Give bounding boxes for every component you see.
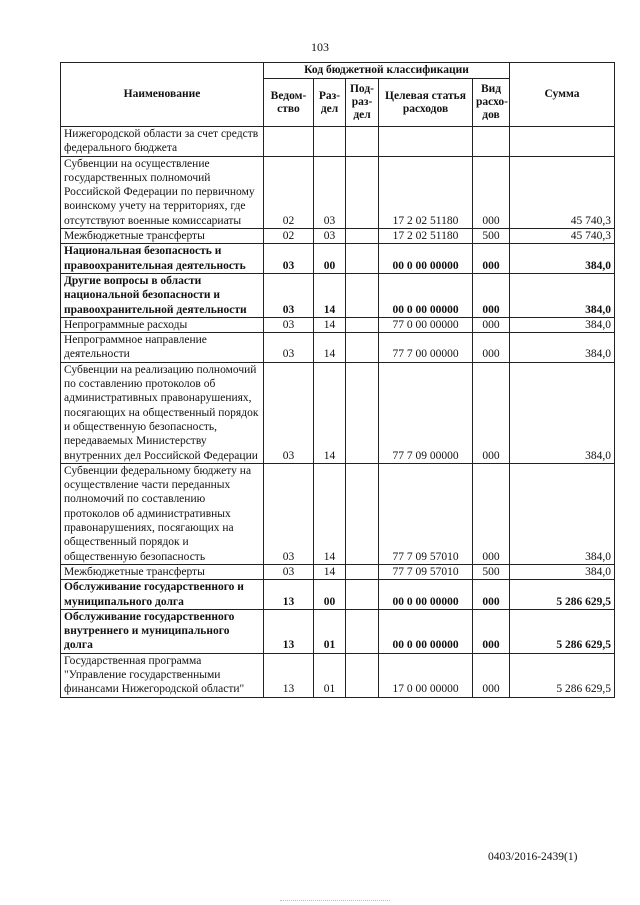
cell-sum: 384,0 [510, 317, 615, 332]
cell-ved: 03 [264, 317, 314, 332]
table-row [61, 317, 615, 332]
table-row [61, 362, 615, 463]
cell-name: Субвенции на осуществление государственных полномочий Российской Федерации по первичному воинскому учету на территориях, где отсутствуют военные комиссариаты [61, 156, 264, 228]
cell-ved: 03 [264, 564, 314, 579]
cell-name: Межбюджетные трансферты [61, 564, 264, 579]
scan-artifact-line [280, 900, 390, 902]
cell-cel: 17 0 00 00000 [379, 653, 473, 697]
cell-name: Нижегородской области за счет средств федерального бюджета [61, 127, 264, 157]
cell-ved: 13 [264, 609, 314, 653]
cell-ved: 13 [264, 580, 314, 610]
cell-razd: 01 [314, 653, 346, 697]
cell-vid: 000 [473, 653, 510, 697]
document-code: 0403/2016-2439(1) [488, 851, 578, 863]
cell-podr [346, 127, 379, 157]
cell-razd [314, 127, 346, 157]
cell-name: Межбюджетные трансферты [61, 229, 264, 244]
cell-vid [473, 127, 510, 157]
table-row [61, 333, 615, 363]
header-cel: Целевая статья расходов [379, 79, 473, 127]
cell-name: Субвенции на реализацию полномочий по составлению протоколов об административных правонарушениях, посягающих на общественный порядок и общественную безопасность, передаваемых Министерству внутренних дел Российской Федерации [61, 362, 264, 463]
cell-podr [346, 362, 379, 463]
cell-name: Государственная программа "Управление государственными финансами Нижегородской области" [61, 653, 264, 697]
cell-podr [346, 580, 379, 610]
header-podr: Под-раз-дел [346, 79, 379, 127]
cell-cel: 00 0 00 00000 [379, 244, 473, 274]
cell-cel: 00 0 00 00000 [379, 609, 473, 653]
header-classification-group: Код бюджетной классификации [264, 63, 510, 79]
budget-table [60, 62, 615, 698]
cell-sum [510, 127, 615, 157]
cell-cel [379, 127, 473, 157]
cell-cel: 77 7 09 57010 [379, 564, 473, 579]
cell-sum: 384,0 [510, 463, 615, 564]
cell-name: Другие вопросы в области национальной безопасности и правоохранительной деятельности [61, 273, 264, 317]
cell-ved: 13 [264, 653, 314, 697]
cell-sum: 5 286 629,5 [510, 580, 615, 610]
cell-name: Обслуживание государственного внутреннего и муниципального долга [61, 609, 264, 653]
cell-cel: 77 7 09 00000 [379, 362, 473, 463]
cell-sum: 384,0 [510, 564, 615, 579]
cell-cel: 77 7 09 57010 [379, 463, 473, 564]
header-vid: Вид расхо-дов [473, 79, 510, 127]
table-body [61, 127, 615, 698]
cell-razd: 14 [314, 564, 346, 579]
table-row [61, 229, 615, 244]
cell-name: Непрограммные расходы [61, 317, 264, 332]
cell-name: Непрограммное направление деятельности [61, 333, 264, 363]
cell-razd: 14 [314, 362, 346, 463]
cell-razd: 00 [314, 580, 346, 610]
cell-vid: 500 [473, 229, 510, 244]
cell-razd: 14 [314, 273, 346, 317]
table-row [61, 244, 615, 274]
cell-ved: 03 [264, 333, 314, 363]
cell-podr [346, 244, 379, 274]
cell-ved: 03 [264, 273, 314, 317]
table-row [61, 463, 615, 564]
cell-sum: 384,0 [510, 273, 615, 317]
cell-vid: 000 [473, 156, 510, 228]
cell-razd: 14 [314, 317, 346, 332]
cell-sum: 45 740,3 [510, 156, 615, 228]
cell-podr [346, 273, 379, 317]
table-row [61, 273, 615, 317]
header-razd: Раз-дел [314, 79, 346, 127]
table-row [61, 609, 615, 653]
cell-cel: 77 0 00 00000 [379, 317, 473, 332]
cell-cel: 17 2 02 51180 [379, 156, 473, 228]
cell-name: Национальная безопасность и правоохранительная деятельность [61, 244, 264, 274]
cell-vid: 500 [473, 564, 510, 579]
cell-razd: 03 [314, 229, 346, 244]
cell-vid: 000 [473, 463, 510, 564]
cell-sum: 5 286 629,5 [510, 653, 615, 697]
cell-name: Обслуживание государственного и муниципального долга [61, 580, 264, 610]
page-number: 103 [311, 40, 329, 54]
cell-ved: 03 [264, 244, 314, 274]
cell-cel: 77 7 00 00000 [379, 333, 473, 363]
cell-cel: 17 2 02 51180 [379, 229, 473, 244]
cell-sum: 384,0 [510, 244, 615, 274]
cell-vid: 000 [473, 580, 510, 610]
cell-ved: 02 [264, 229, 314, 244]
cell-razd: 14 [314, 333, 346, 363]
cell-ved: 03 [264, 463, 314, 564]
cell-cel: 00 0 00 00000 [379, 273, 473, 317]
cell-cel: 00 0 00 00000 [379, 580, 473, 610]
cell-vid: 000 [473, 333, 510, 363]
cell-sum: 5 286 629,5 [510, 609, 615, 653]
cell-sum: 384,0 [510, 362, 615, 463]
header-ved: Ведом-ство [264, 79, 314, 127]
cell-vid: 000 [473, 362, 510, 463]
cell-vid: 000 [473, 609, 510, 653]
cell-sum: 45 740,3 [510, 229, 615, 244]
cell-ved [264, 127, 314, 157]
cell-razd: 03 [314, 156, 346, 228]
table-row [61, 580, 615, 610]
header-name: Наименование [61, 63, 264, 127]
cell-podr [346, 317, 379, 332]
table-row [61, 156, 615, 228]
cell-ved: 02 [264, 156, 314, 228]
cell-razd: 01 [314, 609, 346, 653]
cell-podr [346, 156, 379, 228]
cell-ved: 03 [264, 362, 314, 463]
cell-podr [346, 653, 379, 697]
table-row [61, 653, 615, 697]
cell-podr [346, 229, 379, 244]
header-sum: Сумма [510, 63, 615, 127]
cell-razd: 14 [314, 463, 346, 564]
cell-razd: 00 [314, 244, 346, 274]
cell-name: Субвенции федеральному бюджету на осуществление части переданных полномочий по составлению протоколов об административных правонарушениях, посягающих на общественный порядок и общественную безопасность [61, 463, 264, 564]
table-row [61, 564, 615, 579]
cell-vid: 000 [473, 317, 510, 332]
cell-vid: 000 [473, 244, 510, 274]
cell-podr [346, 564, 379, 579]
cell-podr [346, 333, 379, 363]
cell-sum: 384,0 [510, 333, 615, 363]
cell-podr [346, 463, 379, 564]
cell-vid: 000 [473, 273, 510, 317]
cell-podr [346, 609, 379, 653]
table-row [61, 127, 615, 157]
